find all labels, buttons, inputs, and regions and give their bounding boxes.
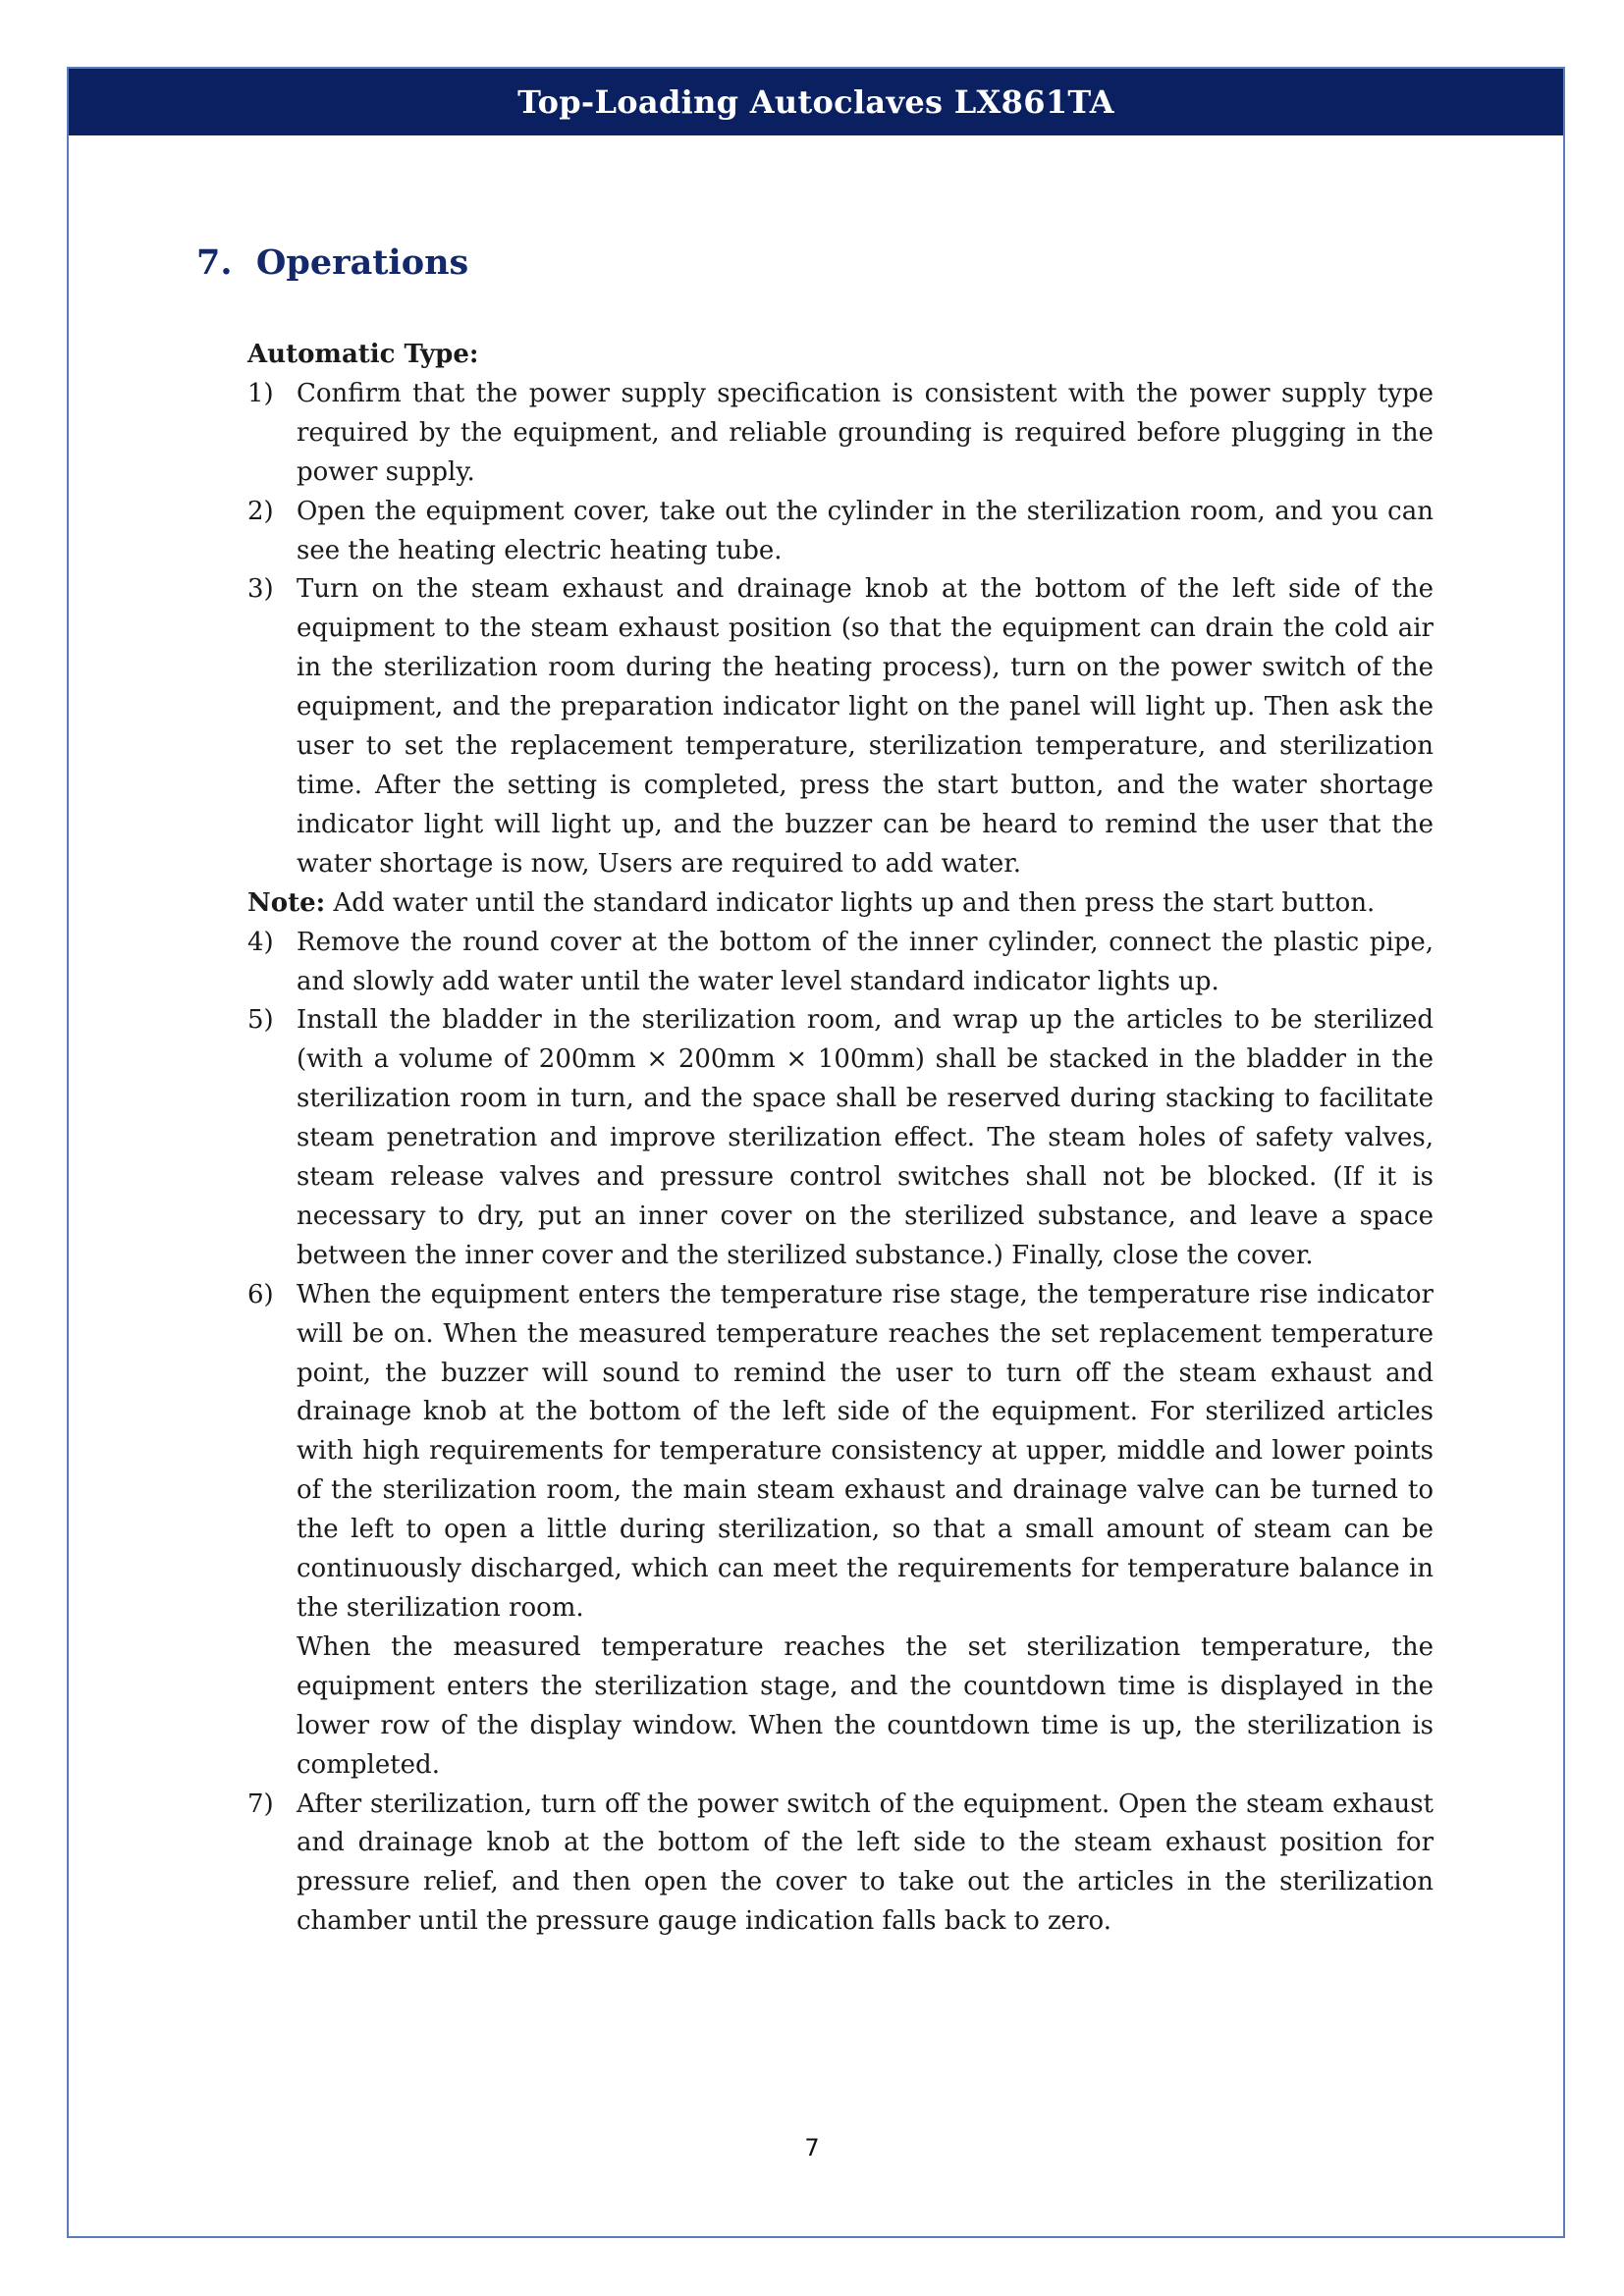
document-body [247, 336, 1434, 1942]
list-item [247, 924, 1434, 1002]
list-item-text: Confirm that the power supply specification is consistent with the power supply type required by the equipment, and reliable grounding is required before plugging in the power supply. [297, 378, 1434, 487]
section-title: 7. Operations [196, 242, 469, 283]
list-item-number: 7) [247, 1789, 274, 1819]
list-item-text: Install the bladder in the sterilization room, and wrap up the articles to be sterilized (with a volume of 200mm × 200mm × 100mm) shall be stacked in the bladder in the sterilization room in turn, and the space shall be reserved during stacking to facilitate steam penetration and improve sterilization effect. The steam holes of safety valves, steam release valves and pressure control switches shall not be blocked. (If it is necessary to dry, put an inner cover on the sterilized substance, and leave a space between the inner cover and the sterilized substance.) Finally, close the cover. [297, 1005, 1434, 1270]
list-item-text: Open the equipment cover, take out the cylinder in the sterilization room, and you can see the heating electric heating tube. [297, 496, 1434, 565]
note [247, 884, 1434, 924]
note-text: Add water until the standard indicator lights up and then press the start button. [325, 887, 1376, 918]
list-item [247, 493, 1434, 571]
list-item [247, 375, 1434, 493]
list-item [247, 1276, 1434, 1786]
note-label: Note: [247, 887, 326, 918]
list-item-text-continued: When the measured temperature reaches the set sterilization temperature, the equipment enters the sterilization stage, and the countdown time is displayed in the lower row of the display window. When the countdown time is up, the sterilization is completed. [297, 1631, 1434, 1780]
list-item [247, 1786, 1434, 1943]
header-bar [69, 69, 1563, 135]
page-number: 7 [804, 2134, 820, 2162]
list-item [247, 570, 1434, 883]
list-item-number: 6) [247, 1279, 274, 1309]
list-item-text: After sterilization, turn off the power switch of the equipment. Open the steam exhaust and drainage knob at the bottom of the left side to the steam exhaust position for pressure relief, and then open the cover to take out the articles in the sterilization chamber until the pressure gauge indication falls back to zero. [297, 1789, 1434, 1937]
list-item-number: 2) [247, 496, 274, 526]
list-item-text: Remove the round cover at the bottom of the inner cylinder, connect the plastic pipe, and slowly add water until the water level standard indicator lights up. [297, 927, 1434, 996]
list-item-number: 3) [247, 574, 274, 605]
list-item-number: 1) [247, 378, 274, 408]
list-item-text: When the equipment enters the temperature rise stage, the temperature rise indicator will be on. When the measured temperature reaches the set replacement temperature point, the buzzer will sound to remind the user to turn off the steam exhaust and drainage knob at the bottom of the left side of the equipment. For sterilized articles with high requirements for temperature consistency at upper, middle and lower points of the sterilization room, the main steam exhaust and drainage valve can be turned to the left to open a little during sterilization, so that a small amount of steam can be continuously discharged, which can meet the requirements for temperature balance in the sterilization room. [297, 1279, 1434, 1623]
list-item-number: 4) [247, 927, 274, 957]
list-item-text-group [297, 1276, 1434, 1786]
list-item-number: 5) [247, 1005, 274, 1036]
list-item [247, 1001, 1434, 1275]
header-title: Top-Loading Autoclaves LX861TA [517, 83, 1114, 121]
list-item-text: Turn on the steam exhaust and drainage knob at the bottom of the left side of the equipment to the steam exhaust position (so that the equipment can drain the cold air in the sterilization room during the heating process), turn on the power switch of the equipment, and the preparation indicator light on the panel will light up. Then ask the user to set the replacement temperature, sterilization temperature, and sterilization time. After the setting is completed, press the start button, and the water shortage indicator light will light up, and the buzzer can be heard to remind the user that the water shortage is now, Users are required to add water. [297, 574, 1434, 879]
sub-heading: Automatic Type: [247, 340, 479, 369]
